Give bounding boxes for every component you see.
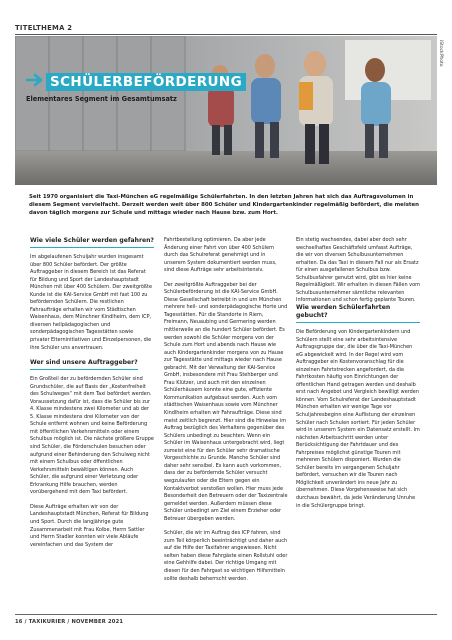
page-footer: 16 / TAXIKURIER / NOVEMBER 2021 [15, 619, 124, 625]
paragraph: Die Beförderung von Kindergartenkindern und Schülern stellt eine sehr arbeitsintensive Auftragsgruppe dar, die über die Taxi-München eG abgewickelt wird. In der Regel wird vom Auftraggeber ein Kostenvoranschlag für die einzelnen Fahrtstrecken angefordert, da die Fahrtkosten häufig von Einrichtungen der öffentlichen Hand getragen werden und deshalb erst nach Angebot und Vergleich bewilligt werden können. Vom Schulreferat der Landeshauptstadt München erhalten wir wenige Tage vor Schuljahresbeginn eine Auflistung der einzelnen Schüler nach Schulen sortiert. Für jeden Schüler wird in unserem System ein Datensatz erstellt. Im nächsten Arbeitsschritt werden unter Berücksichtigung der Fahrtdauer und des Fahrpreises möglichst günstige Touren mit mehreren Schülern disponiert. Wurden die Schüler bereits im vergangenen Schuljahr befördert, versuchen wir die Touren nach Möglichkeit unverändert ins neue Jahr zu übernehmen. Diese Vorgehensweise hat sich durchaus bewährt, da jede Veränderung Unruhe in die Schülergruppe bringt. [296, 329, 420, 509]
text-column-3-top [296, 237, 420, 305]
paragraph: Ein stetig wachsendes, dabei aber doch sehr wechselhaftes Geschäftsfeld umfasst Aufträge, die wir von diversen Schulbusunternehmen erhalten. Da das Taxi in diesem Fall nur als Ersatz für einen ausgefallenen Schulbus bzw. Schulbusfahrer genutzt wird, gibt es hier keine Regelmäßigkeit. Wir erhalten in diesen Fällen vom Schulbusunternehmer sämtliche relevanten Informationen und schon fertig geplante Touren. [296, 237, 420, 304]
section-heading: Wie viele Schüler werden gefahren? [30, 237, 154, 248]
text-column-2 [164, 237, 288, 583]
paragraph: Ein Großteil der zu befördernden Schüler sind Grundschüler, die auf Basis der „Kostenfreiheit des Schulweges“ mit dem Taxi befördert werden. Voraussetzung dafür ist, dass die Schüler bis zur 4. Klasse mindestens zwei Kilometer und ab der 5. Klasse mindestens drei Kilometer von der Schule entfernt wohnen und keine Beförderung mit öffentlichen Verkehrsmitteln oder einem Schulbus möglich ist. Die nächste größere Gruppe sind Schüler, die Förderschulen besuchen oder aufgrund einer Behinderung den Schulweg nicht mit einem Schulbus oder öffentlichen Verkehrsmitteln bewältigen können. Auch Schüler, die aufgrund einer Verletzung oder Erkrankung Hilfe brauchen, werden vorübergehend mit dem Taxi befördert. [30, 376, 154, 496]
section-kicker: TITELTHEMA 2 [15, 24, 73, 32]
text-column-3-body [296, 304, 420, 510]
paragraph: Schüler, die wir im Auftrag des ICP fahren, sind zum Teil körperlich beeinträchtigt und daher auch auf die Hilfe der Taxifahrer angewiesen. Nicht selten haben diese Fahrgäste einen Rollstuhl oder eine Gehhilfe dabei. Der richtige Umgang mit diesen für den Fahrgast so wichtigen Hilfsmitteln sollte deshalb beherrscht werden. [164, 530, 288, 582]
photo-credit: iStockPhoto [438, 40, 443, 67]
article-lead: Seit 1970 organisiert die Taxi-München eG regelmäßige Schülerfahrten. In den letzten Jahren hat sich das Auftragsvolumen in diesem Segment vervielfacht. Derzeit werden weit über 800 Schüler und Kindergartenkinder regelmäßig befördert, die meisten davon täglich morgens zur Schule und mittags wieder nach Hause bzw. zum Hort. [29, 194, 419, 217]
article-title: SCHÜLERBEFÖRDERUNG [46, 73, 246, 91]
top-rule [15, 34, 437, 35]
paragraph: Der zweitgrößte Auftraggeber bei der Schülerbeförderung ist die KAI-Service GmbH. Diese Gesellschaft betreibt in und um München mehrere heil- und sonderpädagogische Horte und Tagesstätten. Für die Standorte in Riem, Freimann, Neuaubing und Germering werden mittlerweile an die hundert Schüler befördert. Es werden sowohl die Schüler morgens von der Schule zum Hort und abends nach Hause wie auch Kindergartenkinder morgens von zu Hause zur Tagesstätte und mittags wieder nach Hause gebracht. Mit der Verwaltung der KAI-Service GmbH, insbesondere mit Frau Stehberger und Frau Klützer, und auch mit den einzelnen Schülerhäusern konnte eine gute, effiziente Kommunikation aufgebaut werden. Auch vom städtischen Waisenhaus sowie vom Münchner Kindlheim erhalten wir Fahraufträge. Diese sind meist zeitlich begrenzt. Hier sind die Hinweise im Auftrag bezüglich des Verhaltens gegenüber des Schülers unbedingt zu beachten. Wenn ein Schüler im Waisenhaus untergebracht wird, liegt zumeist eine für den Schüler sehr dramatische Vorgeschichte zu Grunde. Manche Schüler sind daher sehr sensibel. Es kann auch vorkommen, dass der zu befördernde Schüler versucht wegzulaufen oder die Eltern gegen ein Kontaktverbot verstoßen wollen. Hier muss jede Besonderheit den Betreuern oder der Taxizentrale gemeldet werden. Außerdem müssen diese Schüler unbedingt am Ziel einem Erzieher oder Betreuer übergeben werden. [164, 281, 288, 522]
section-heading: Wer sind unsere Auftraggeber? [30, 359, 138, 370]
paragraph: Diese Aufträge erhalten wir von der Landeshauptstadt München, Referat für Bildung und Sport. Durch die langjährige gute Zusammenarbeit mit Frau Kolbe, Herrn Sattler und Herrn Stadler konnten wir viele Abläufe vereinfachen und das System der [30, 503, 149, 548]
arrow-right-icon [26, 73, 44, 87]
article-subtitle: Elementares Segment im Gesamtumsatz [26, 95, 177, 103]
section-heading: Wie werden Schülerfahrten gebucht? [296, 304, 420, 323]
headline-block [26, 70, 246, 120]
paragraph: Fahrtbestellung optimieren. Da aber jede Änderung einer Fahrt von über 400 Schülern durch das Schulreferat genehmigt und in unserem System dokumentiert werden muss, sind diese Aufträge sehr arbeitsintensiv. [164, 237, 277, 274]
paragraph: Im abgelaufenen Schuljahr wurden insgesamt über 800 Schüler befördert. Der größte Auftraggeber in diesem Bereich ist das Referat für Bildung und Sport der Landeshauptstadt München mit über 400 Schülern. Der zweitgrößte Kunde ist die KAI-Service GmbH mit fast 100 zu befördernden Schülern. Die restlichen Fahraufträge erhalten wir vom Städtischen Waisenhaus, dem Münchner Kindlheim, dem ICP, diversen heilpädagogischen und sonderpädagogischen Tagesstätten sowie privater Elterninitiativen und Einzelpersonen, die ihre Schüler uns anvertrauen. [30, 254, 152, 351]
bottom-rule [15, 614, 437, 615]
text-column-1 [30, 237, 154, 549]
